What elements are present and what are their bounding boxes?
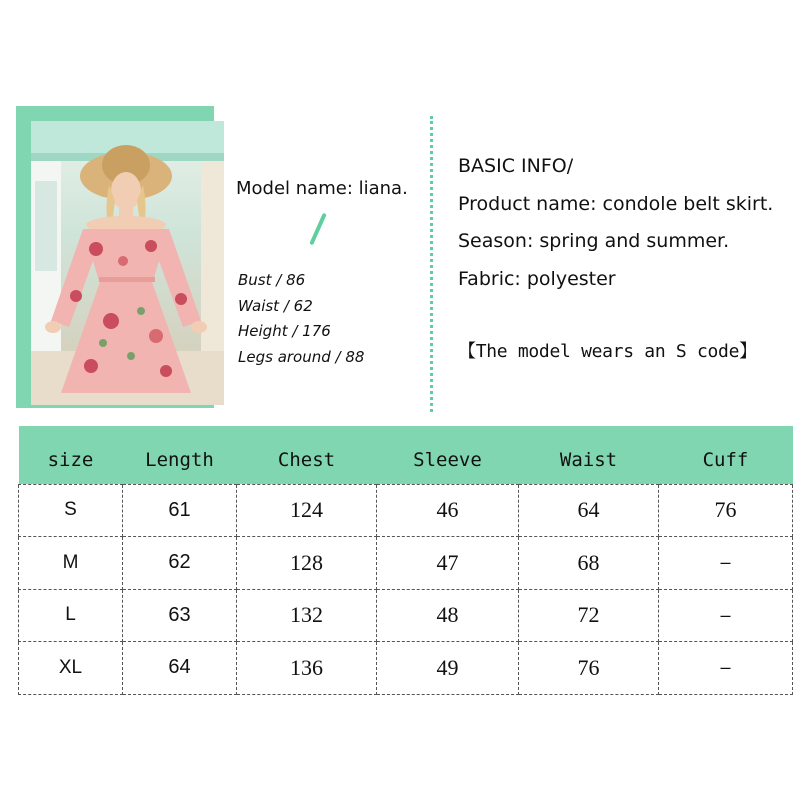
model-size-note: 【The model wears an S code】 [458, 341, 757, 362]
cell-waist: 64 [519, 484, 659, 537]
cell-waist: 76 [519, 642, 659, 695]
cell-chest: 124 [237, 484, 377, 537]
cell-size: S [19, 484, 123, 537]
measure-legs: Legs around / 88 [238, 347, 365, 366]
table-header-row [19, 426, 793, 484]
cell-size: L [19, 589, 123, 642]
model-name: Model name: liana. [236, 178, 408, 199]
season: Season: spring and summer. [458, 230, 730, 252]
header-chest: Chest [237, 426, 377, 484]
cell-chest: 132 [237, 589, 377, 642]
size-table [18, 426, 793, 695]
fabric: Fabric: polyester [458, 267, 616, 290]
header-waist: Waist [519, 426, 659, 484]
cell-sleeve: 49 [377, 642, 519, 695]
basic-info-heading: BASIC INFO/ [458, 155, 574, 177]
cell-cuff: 76 [659, 484, 793, 537]
header-sleeve: Sleeve [377, 426, 519, 484]
cell-sleeve: 46 [377, 484, 519, 537]
measure-waist: Waist / 62 [238, 296, 313, 315]
cell-size: XL [19, 642, 123, 695]
model-photo [31, 121, 224, 405]
header-size: size [19, 426, 123, 484]
cell-cuff: – [659, 589, 793, 642]
cell-waist: 72 [519, 589, 659, 642]
model-measurements [238, 268, 364, 370]
header-cuff: Cuff [659, 426, 793, 484]
product-name: Product name: condole belt skirt. [458, 192, 774, 215]
cell-sleeve: 47 [377, 537, 519, 590]
cell-length: 63 [123, 589, 237, 642]
cell-length: 61 [123, 484, 237, 537]
cell-sleeve: 48 [377, 589, 519, 642]
table-row [19, 484, 793, 537]
header-length: Length [123, 426, 237, 484]
cell-cuff: – [659, 642, 793, 695]
table-row [19, 537, 793, 590]
basic-info [458, 152, 773, 302]
cell-chest: 128 [237, 537, 377, 590]
cell-cuff: – [659, 537, 793, 590]
dotted-divider [430, 116, 433, 412]
cell-chest: 136 [237, 642, 377, 695]
slash-decoration [309, 213, 326, 246]
measure-bust: Bust / 86 [238, 271, 306, 289]
table-row [19, 642, 793, 695]
cell-size: M [19, 537, 123, 590]
cell-waist: 68 [519, 537, 659, 590]
cell-length: 64 [123, 642, 237, 695]
cell-length: 62 [123, 537, 237, 590]
measure-height: Height / 176 [238, 322, 331, 340]
table-row [19, 589, 793, 642]
